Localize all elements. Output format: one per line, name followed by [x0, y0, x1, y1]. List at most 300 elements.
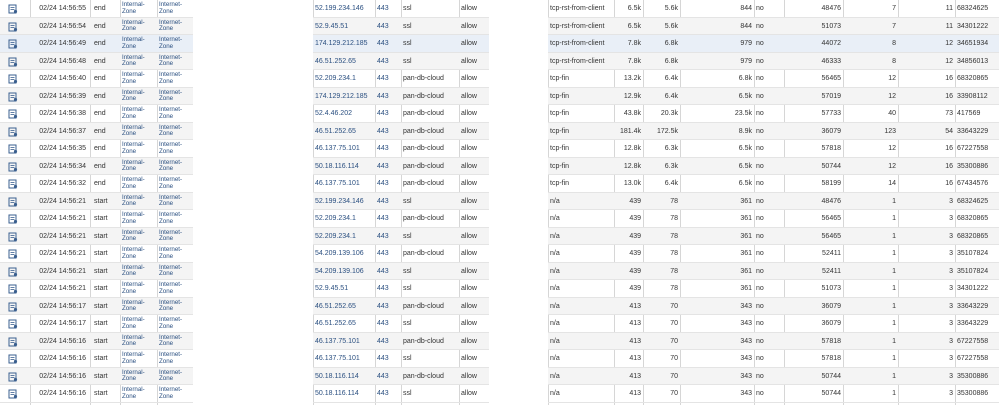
application-cell: pan-db-cloud — [403, 110, 444, 117]
packets-received-cell: 3 — [949, 197, 953, 205]
receive-time-cell: 02/24 14:56:16 — [39, 372, 86, 380]
type-cell: end — [94, 92, 106, 100]
type-cell: start — [94, 390, 108, 397]
bytes-received-cell: 361 — [740, 215, 752, 222]
bytes-sent-cell: 6.4k — [664, 75, 678, 82]
packets-sent-cell: 1 — [892, 285, 896, 292]
from-zone-cell: Internal-Zone — [122, 53, 145, 68]
log-detail-icon[interactable] — [8, 284, 18, 294]
session-id-cell: 35107824 — [957, 267, 989, 275]
session-end-reason-cell: tcp-rst-from-client — [550, 40, 605, 47]
type-cell: start — [94, 250, 108, 257]
decrypted-cell: no — [756, 372, 764, 380]
to-zone-cell: Internet-Zone — [159, 193, 183, 208]
port-cell[interactable]: 443 — [377, 110, 389, 117]
source-port-cell: 57019 — [821, 92, 841, 100]
packets-sent-cell: 1 — [892, 232, 896, 240]
session-end-reason-cell: tcp-fin — [550, 145, 570, 152]
bytes-cell: 413 — [629, 337, 641, 345]
type-cell: start — [94, 215, 108, 222]
detail-icon-cell[interactable] — [0, 228, 30, 245]
destination-cell[interactable]: 54.209.139.106 — [315, 250, 364, 257]
receive-time-cell: 02/24 14:56:37 — [39, 127, 86, 135]
application-cell: pan-db-cloud — [403, 145, 444, 152]
source-port-cell: 52411 — [822, 250, 841, 257]
bytes-received-cell: 361 — [740, 267, 752, 275]
receive-time-cell: 02/24 14:56:21 — [39, 215, 86, 222]
port-cell[interactable]: 443 — [377, 197, 389, 205]
bytes-received-cell: 343 — [740, 372, 752, 380]
bytes-sent-cell: 78 — [670, 267, 678, 275]
action-cell: allow — [461, 215, 477, 222]
bytes-sent-cell: 70 — [670, 372, 678, 380]
from-zone-cell: Internal-Zone — [122, 158, 145, 173]
log-detail-icon[interactable] — [8, 372, 18, 382]
bytes-received-cell: 844 — [740, 5, 752, 12]
bytes-sent-cell: 172.5k — [656, 127, 678, 135]
receive-time-cell: 02/24 14:56:38 — [39, 110, 86, 117]
destination-cell[interactable]: 52.199.234.146 — [315, 5, 364, 12]
log-detail-icon[interactable] — [8, 197, 18, 207]
type-cell: start — [94, 320, 108, 327]
log-detail-icon[interactable] — [8, 162, 18, 172]
detail-icon-cell[interactable] — [0, 263, 30, 280]
to-zone-cell: Internet-Zone — [159, 333, 183, 348]
source-port-cell: 48476 — [821, 197, 841, 205]
decrypted-cell: no — [756, 302, 764, 310]
bytes-sent-cell: 6.4k — [664, 92, 678, 100]
bytes-cell: 413 — [629, 390, 641, 397]
bytes-cell: 439 — [629, 197, 641, 205]
detail-icon-cell[interactable] — [0, 315, 30, 332]
from-zone-cell: Internal-Zone — [122, 228, 145, 243]
bytes-received-cell: 844 — [740, 22, 752, 30]
source-port-cell: 52411 — [822, 267, 841, 275]
decrypted-cell: no — [756, 92, 764, 100]
destination-cell[interactable]: 52.9.45.51 — [315, 22, 349, 30]
bytes-cell: 413 — [629, 355, 641, 362]
session-end-reason-cell: n/a — [550, 285, 560, 292]
detail-icon-cell[interactable] — [0, 70, 30, 87]
to-zone-cell: Internet-Zone — [159, 18, 183, 33]
action-cell: allow — [461, 127, 477, 135]
receive-time-cell: 02/24 14:56:54 — [39, 22, 86, 30]
type-cell: start — [94, 302, 108, 310]
session-end-reason-cell: n/a — [550, 390, 560, 397]
action-cell: allow — [461, 232, 477, 240]
detail-icon-cell[interactable] — [0, 298, 30, 315]
packets-sent-cell: 12 — [888, 75, 896, 82]
packets-received-cell: 16 — [945, 75, 953, 82]
bytes-received-cell: 6.5k — [738, 180, 752, 187]
source-port-cell: 36079 — [821, 302, 841, 310]
detail-icon-cell[interactable] — [0, 123, 30, 140]
port-cell[interactable]: 443 — [377, 267, 389, 275]
session-id-cell: 67227558 — [957, 337, 989, 345]
packets-sent-cell: 1 — [892, 302, 896, 310]
port-cell[interactable]: 443 — [377, 92, 389, 100]
port-cell[interactable]: 443 — [377, 390, 389, 397]
packets-received-cell: 3 — [949, 390, 953, 397]
type-cell: start — [94, 372, 108, 380]
to-zone-cell: Internet-Zone — [159, 246, 183, 260]
bytes-cell: 12.9k — [623, 92, 641, 100]
port-cell[interactable]: 443 — [377, 145, 389, 152]
from-zone-cell: Internal-Zone — [122, 88, 145, 103]
port-cell[interactable]: 443 — [377, 22, 389, 30]
bytes-received-cell: 6.5k — [738, 92, 752, 100]
destination-cell[interactable]: 174.129.212.185 — [315, 40, 368, 47]
session-end-reason-cell: tcp-fin — [550, 110, 570, 117]
destination-cell[interactable]: 46.51.252.65 — [315, 302, 356, 310]
detail-icon-cell[interactable] — [0, 245, 30, 262]
bytes-sent-cell: 78 — [670, 285, 678, 292]
source-port-cell: 50744 — [821, 390, 841, 397]
receive-time-cell: 02/24 14:56:21 — [39, 250, 86, 257]
receive-time-cell: 02/24 14:56:55 — [39, 5, 86, 12]
from-zone-cell: Internal-Zone — [122, 1, 145, 15]
session-id-cell: 35107824 — [957, 250, 989, 257]
type-cell: end — [94, 57, 106, 65]
log-detail-icon[interactable] — [8, 4, 18, 14]
destination-cell[interactable]: 46.51.252.65 — [315, 57, 356, 65]
source-port-cell: 44072 — [821, 40, 841, 47]
session-id-cell: 35300886 — [957, 390, 989, 397]
action-cell: allow — [461, 372, 477, 380]
detail-icon-cell[interactable] — [0, 0, 30, 17]
port-cell[interactable]: 443 — [377, 40, 389, 47]
bytes-cell: 43.8k — [623, 110, 641, 117]
detail-icon-cell[interactable] — [0, 35, 30, 52]
decrypted-cell: no — [756, 250, 764, 257]
session-end-reason-cell: tcp-fin — [550, 75, 570, 82]
redacted-column — [193, 0, 313, 405]
packets-sent-cell: 1 — [892, 320, 896, 327]
bytes-received-cell: 361 — [740, 197, 752, 205]
action-cell: allow — [461, 337, 477, 345]
destination-cell[interactable]: 52.199.234.146 — [315, 197, 364, 205]
packets-received-cell: 3 — [949, 267, 953, 275]
session-id-cell: 417569 — [957, 110, 981, 117]
log-detail-icon[interactable] — [8, 389, 18, 399]
port-cell[interactable]: 443 — [377, 57, 389, 65]
type-cell: start — [94, 267, 108, 275]
bytes-received-cell: 979 — [740, 57, 752, 65]
to-zone-cell: Internet-Zone — [159, 141, 183, 155]
type-cell: start — [94, 232, 108, 240]
bytes-sent-cell: 70 — [670, 337, 678, 345]
bytes-cell: 439 — [629, 250, 641, 257]
destination-cell[interactable]: 52.9.45.51 — [315, 285, 349, 292]
application-cell: ssl — [403, 355, 412, 362]
session-id-cell: 34856013 — [957, 57, 989, 65]
destination-cell[interactable]: 50.18.116.114 — [315, 162, 359, 170]
port-cell[interactable]: 443 — [377, 285, 389, 292]
session-id-cell: 67227558 — [957, 145, 989, 152]
log-detail-icon[interactable] — [8, 39, 18, 49]
type-cell: start — [94, 337, 108, 345]
source-port-cell: 51073 — [821, 285, 841, 292]
receive-time-cell: 02/24 14:56:48 — [39, 57, 86, 65]
application-cell: ssl — [403, 40, 412, 47]
session-id-cell: 67434576 — [957, 180, 989, 187]
session-id-cell: 34301222 — [957, 285, 989, 292]
action-cell: allow — [461, 285, 477, 292]
bytes-cell: 413 — [629, 302, 641, 310]
bytes-cell: 439 — [629, 267, 641, 275]
session-id-cell: 35300886 — [957, 372, 989, 380]
log-detail-icon[interactable] — [8, 144, 18, 154]
log-detail-icon[interactable] — [8, 57, 18, 67]
log-detail-icon[interactable] — [8, 92, 18, 102]
packets-received-cell: 3 — [949, 250, 953, 257]
log-detail-icon[interactable] — [8, 214, 18, 224]
decrypted-cell: no — [756, 75, 764, 82]
packets-sent-cell: 12 — [888, 162, 896, 170]
decrypted-cell: no — [756, 180, 764, 187]
packets-sent-cell: 8 — [892, 40, 896, 47]
receive-time-cell: 02/24 14:56:39 — [39, 92, 86, 100]
log-detail-icon[interactable] — [8, 319, 18, 329]
to-zone-cell: Internet-Zone — [159, 281, 183, 295]
destination-cell[interactable]: 52.209.234.1 — [315, 215, 356, 222]
detail-icon-cell[interactable] — [0, 350, 30, 367]
session-end-reason-cell: tcp-rst-from-client — [550, 22, 605, 30]
application-cell: pan-db-cloud — [403, 162, 444, 170]
application-cell: ssl — [403, 5, 412, 12]
type-cell: end — [94, 110, 106, 117]
port-cell[interactable]: 443 — [377, 162, 389, 170]
log-detail-icon[interactable] — [8, 302, 18, 312]
from-zone-cell: Internal-Zone — [122, 176, 145, 190]
source-port-cell: 57818 — [821, 355, 841, 362]
destination-cell[interactable]: 174.129.212.185 — [315, 92, 368, 100]
session-id-cell: 68324625 — [957, 5, 989, 12]
port-cell[interactable]: 443 — [377, 320, 389, 327]
detail-icon-cell[interactable] — [0, 210, 30, 227]
bytes-received-cell: 361 — [740, 285, 752, 292]
from-zone-cell: Internal-Zone — [122, 351, 145, 365]
application-cell: pan-db-cloud — [403, 75, 444, 82]
destination-cell[interactable]: 46.137.75.101 — [315, 337, 360, 345]
bytes-cell: 439 — [629, 232, 641, 240]
packets-received-cell: 3 — [949, 302, 953, 310]
bytes-cell: 413 — [629, 320, 641, 327]
decrypted-cell: no — [756, 145, 764, 152]
port-cell[interactable]: 443 — [377, 180, 389, 187]
packets-received-cell: 12 — [945, 40, 953, 47]
port-cell[interactable]: 443 — [377, 75, 389, 82]
bytes-received-cell: 6.5k — [738, 162, 752, 170]
detail-icon-cell[interactable] — [0, 280, 30, 297]
detail-icon-cell[interactable] — [0, 140, 30, 157]
destination-cell[interactable]: 50.18.116.114 — [315, 372, 359, 380]
log-detail-icon[interactable] — [8, 337, 18, 347]
type-cell: start — [94, 197, 108, 205]
bytes-sent-cell: 78 — [670, 232, 678, 240]
detail-icon-cell[interactable] — [0, 105, 30, 122]
packets-received-cell: 3 — [949, 232, 953, 240]
source-port-cell: 56465 — [821, 215, 841, 222]
to-zone-cell: Internet-Zone — [159, 123, 183, 138]
log-detail-icon[interactable] — [8, 22, 18, 32]
detail-icon-cell[interactable] — [0, 333, 30, 350]
action-cell: allow — [461, 145, 477, 152]
type-cell: start — [94, 355, 108, 362]
action-cell: allow — [461, 320, 477, 327]
log-detail-icon[interactable] — [8, 179, 18, 189]
bytes-cell: 12.8k — [623, 145, 641, 152]
from-zone-cell: Internal-Zone — [122, 211, 145, 225]
bytes-sent-cell: 20.3k — [660, 110, 678, 117]
packets-sent-cell: 7 — [892, 5, 896, 12]
log-detail-icon[interactable] — [8, 74, 18, 84]
source-port-cell: 56465 — [821, 232, 841, 240]
log-detail-icon[interactable] — [8, 127, 18, 137]
port-cell[interactable]: 443 — [377, 372, 389, 380]
port-cell[interactable]: 443 — [377, 250, 389, 257]
from-zone-cell: Internal-Zone — [122, 298, 145, 313]
bytes-sent-cell: 5.6k — [664, 22, 678, 30]
packets-sent-cell: 14 — [888, 180, 896, 187]
port-cell[interactable]: 443 — [377, 355, 389, 362]
bytes-sent-cell: 78 — [670, 250, 678, 257]
port-cell[interactable]: 443 — [377, 5, 389, 12]
bytes-received-cell: 6.5k — [738, 145, 752, 152]
receive-time-cell: 02/24 14:56:40 — [39, 75, 86, 82]
session-id-cell: 68320865 — [957, 232, 989, 240]
from-zone-cell: Internal-Zone — [122, 18, 145, 33]
log-detail-icon[interactable] — [8, 249, 18, 259]
session-end-reason-cell: n/a — [550, 372, 560, 380]
session-id-cell: 68324625 — [957, 197, 989, 205]
destination-cell[interactable]: 46.51.252.65 — [315, 320, 356, 327]
packets-sent-cell: 1 — [892, 197, 896, 205]
session-end-reason-cell: n/a — [550, 302, 560, 310]
application-cell: ssl — [403, 197, 412, 205]
receive-time-cell: 02/24 14:56:21 — [39, 232, 86, 240]
session-end-reason-cell: tcp-fin — [550, 180, 570, 187]
type-cell: end — [94, 162, 106, 170]
source-port-cell: 57818 — [821, 145, 841, 152]
detail-icon-cell[interactable] — [0, 158, 30, 175]
bytes-sent-cell: 6.4k — [664, 180, 678, 187]
bytes-received-cell: 23.5k — [734, 110, 752, 117]
log-detail-icon[interactable] — [8, 232, 18, 242]
detail-icon-cell[interactable] — [0, 193, 30, 210]
bytes-sent-cell: 6.8k — [664, 57, 678, 65]
session-end-reason-cell: n/a — [550, 267, 560, 275]
packets-received-cell: 12 — [945, 57, 953, 65]
port-cell[interactable]: 443 — [377, 215, 389, 222]
redacted-column — [489, 0, 548, 405]
from-zone-cell: Internal-Zone — [122, 193, 145, 208]
destination-cell[interactable]: 54.209.139.106 — [315, 267, 364, 275]
destination-cell[interactable]: 46.137.75.101 — [315, 180, 360, 187]
from-zone-cell: Internal-Zone — [122, 333, 145, 348]
packets-received-cell: 16 — [945, 162, 953, 170]
destination-cell[interactable]: 52.209.234.1 — [315, 232, 356, 240]
destination-cell[interactable]: 50.18.116.114 — [315, 390, 359, 397]
application-cell: ssl — [403, 320, 412, 327]
destination-cell[interactable]: 46.137.75.101 — [315, 145, 360, 152]
bytes-cell: 6.5k — [627, 5, 641, 12]
bytes-cell: 7.8k — [627, 57, 641, 65]
log-detail-icon[interactable] — [8, 267, 18, 277]
session-end-reason-cell: n/a — [550, 232, 560, 240]
action-cell: allow — [461, 355, 477, 362]
type-cell: end — [94, 180, 106, 187]
type-cell: end — [94, 5, 106, 12]
to-zone-cell: Internet-Zone — [159, 36, 183, 50]
to-zone-cell: Internet-Zone — [159, 368, 183, 383]
receive-time-cell: 02/24 14:56:34 — [39, 162, 86, 170]
to-zone-cell: Internet-Zone — [159, 386, 183, 400]
bytes-sent-cell: 78 — [670, 215, 678, 222]
decrypted-cell: no — [756, 232, 764, 240]
destination-cell[interactable]: 52.4.46.202 — [315, 110, 352, 117]
from-zone-cell: Internal-Zone — [122, 123, 145, 138]
log-detail-icon[interactable] — [8, 354, 18, 364]
bytes-sent-cell: 5.6k — [664, 5, 678, 12]
port-cell[interactable]: 443 — [377, 302, 389, 310]
session-id-cell: 33643229 — [957, 127, 989, 135]
packets-sent-cell: 12 — [888, 92, 896, 100]
log-detail-icon[interactable] — [8, 109, 18, 119]
detail-icon-cell[interactable] — [0, 18, 30, 35]
detail-icon-cell[interactable] — [0, 385, 30, 402]
receive-time-cell: 02/24 14:56:16 — [39, 355, 86, 362]
destination-cell[interactable]: 46.51.252.65 — [315, 127, 356, 135]
detail-icon-cell[interactable] — [0, 368, 30, 385]
port-cell[interactable]: 443 — [377, 127, 389, 135]
action-cell: allow — [461, 180, 477, 187]
detail-icon-cell[interactable] — [0, 88, 30, 105]
type-cell: start — [94, 285, 108, 292]
receive-time-cell: 02/24 14:56:32 — [39, 180, 86, 187]
port-cell[interactable]: 443 — [377, 337, 389, 345]
bytes-cell: 13.0k — [623, 180, 641, 187]
packets-received-cell: 3 — [949, 337, 953, 345]
from-zone-cell: Internal-Zone — [122, 36, 145, 50]
session-end-reason-cell: tcp-fin — [550, 92, 570, 100]
session-end-reason-cell: tcp-rst-from-client — [550, 5, 605, 12]
bytes-sent-cell: 70 — [670, 320, 678, 327]
bytes-cell: 439 — [629, 285, 641, 292]
action-cell: allow — [461, 57, 477, 65]
receive-time-cell: 02/24 14:56:21 — [39, 197, 86, 205]
from-zone-cell: Internal-Zone — [122, 386, 145, 400]
action-cell: allow — [461, 390, 477, 397]
bytes-sent-cell: 6.3k — [664, 162, 678, 170]
detail-icon-cell[interactable] — [0, 53, 30, 70]
application-cell: pan-db-cloud — [403, 372, 444, 380]
packets-received-cell: 3 — [949, 355, 953, 362]
application-cell: pan-db-cloud — [403, 215, 444, 222]
port-cell[interactable]: 443 — [377, 232, 389, 240]
bytes-cell: 7.8k — [627, 40, 641, 47]
decrypted-cell: no — [756, 5, 764, 12]
bytes-received-cell: 979 — [740, 40, 752, 47]
destination-cell[interactable]: 52.209.234.1 — [315, 75, 356, 82]
session-end-reason-cell: n/a — [550, 355, 560, 362]
receive-time-cell: 02/24 14:56:35 — [39, 145, 86, 152]
from-zone-cell: Internal-Zone — [122, 246, 145, 260]
application-cell: pan-db-cloud — [403, 127, 444, 135]
to-zone-cell: Internet-Zone — [159, 71, 183, 85]
destination-cell[interactable]: 46.137.75.101 — [315, 355, 360, 362]
detail-icon-cell[interactable] — [0, 175, 30, 192]
